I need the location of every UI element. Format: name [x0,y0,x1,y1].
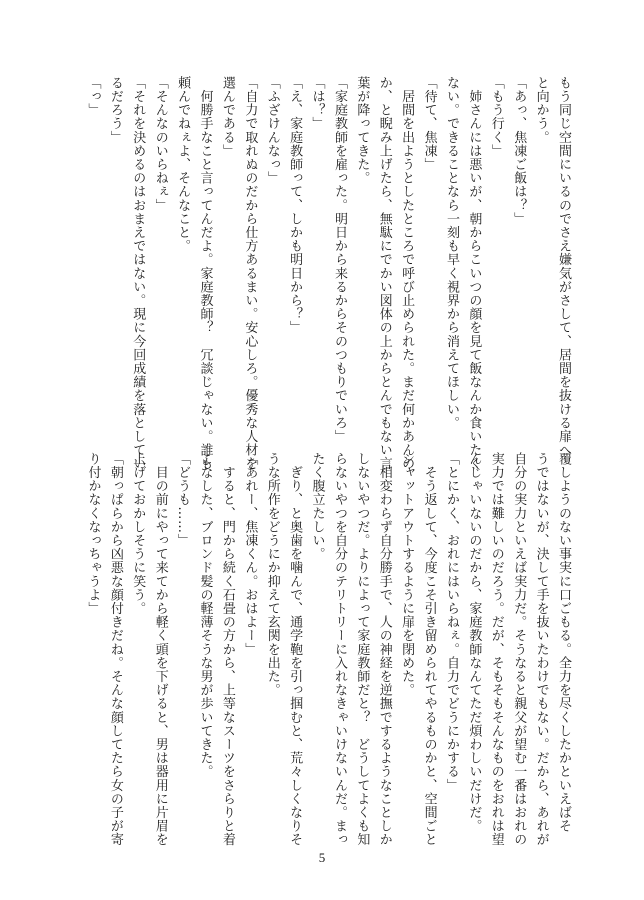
text-line: 選んである」 [219,76,235,158]
bottom-text-block [81,452,574,847]
text-line: そう返して、今度こそ引き留められてやるものかと、空間ごと [421,452,437,847]
text-line: 「あっ、焦凍ご飯は？」 [511,76,527,226]
text-line: 「どうも……」 [175,452,191,548]
text-line: 相変わらず自分勝手で、人の神経を逆撫でするようなことしか [376,452,392,847]
text-line: 葉が降ってきた。 [354,76,370,185]
text-line: 実力では難しいのだろう。だが、そもそもそんなものをおれは望 [488,452,504,847]
text-line: 姉さんには悪いが、朝からこいつの顔を見て飯なんか食いたく [466,76,482,471]
text-line: ない。できることなら一刻も早く視界から消えてほしい。 [443,76,459,430]
text-line: 「それを決めるのはおまえではない。現に今回成績を落としてい [130,76,146,471]
text-line: と向かう。 [533,76,549,144]
text-line: か、と睨み上げたら、無駄にでかい図体の上からとんでもない言 [376,76,392,471]
text-line: うではないが、決して手を抜いたわけでもない。だから、あれが [533,452,549,847]
text-line: 「家庭教師を雇った。明日から来るからそのつもりでいろ」 [331,76,347,444]
text-line: すると、門から続く石畳の方から、上等なスーツをさらりと着 [219,452,235,847]
text-line: 頼んでねぇよ、そんなこと。 [175,76,191,253]
text-line: 「そんなのいらねぇ」 [152,76,168,212]
text-line: たく腹立たしい。 [309,452,325,561]
text-line: ぎり、と奥歯を噛んで、通学鞄を引っ掴むと、荒々しくなりそ [287,452,303,847]
text-line: シャットアウトするように扉を閉めた。 [399,452,415,697]
text-line: 覆しようのない事実に口ごもる。全力を尽くしたかといえばそ [556,452,571,833]
text-line: 居間を出ようとしたところで呼び止められた。まだ何かあんの [399,76,415,471]
text-line: しないやつだ。よりによって家庭教師だと？ どうしてよくも知 [354,452,370,847]
text-line: 「は？」 [309,76,325,131]
text-line: こなした、ブロンド髪の軽薄そうな男が歩いてきた。 [197,452,213,779]
text-line: 目の前にやって来てから軽く頭を下げると、男は器用に片眉を [152,452,168,847]
text-line: 何勝手なこと言ってんだよ。家庭教師？ 冗談じゃない。誰も [197,76,213,471]
text-line: 「あれー、焦凍くん。おはよー」 [242,452,258,656]
text-line: るだろう」 [107,76,123,144]
text-line: んじゃいないのだから、家庭教師なんてただ煩わしいだけだ。 [466,452,482,833]
text-line: 「とにかく、おれにはいらねぇ。自力でどうにかする」 [443,452,459,792]
text-line: らないやつを自分のテリトリーに入れなきゃいけないんだ。まっ [331,452,347,847]
page-number: 5 [318,850,326,865]
text-line: 「待て、焦凍」 [421,76,437,172]
text-line: 「え、家庭教師って、しかも明日から？」 [287,76,303,335]
top-text-block [81,76,574,471]
text-line: 「もう行く」 [488,76,504,158]
text-line: 自分の実力といえば実力だ。そうなると親父が望む一番はおれの [511,452,527,847]
text-line: 「ふざけんなっ」 [264,76,280,185]
text-line: 上げておかしそうに笑う。 [130,452,146,616]
text-line: り付かなくなっちゃうよ」 [85,452,101,616]
text-line: うな所作をどうにか抑えて玄関を出た。 [264,452,280,697]
text-line: 「自力で取れぬのだから仕方あるまい。安心しろ。優秀な人材を [242,76,258,471]
text-line: 「朝っぱらから凶悪な顔付きだね。そんな顔してたら女の子が寄 [107,452,123,847]
text-line: 「っ」 [85,76,101,117]
text-line: もう同じ空間にいるのでさえ嫌気がさして、居間を抜ける扉へ [556,76,571,457]
